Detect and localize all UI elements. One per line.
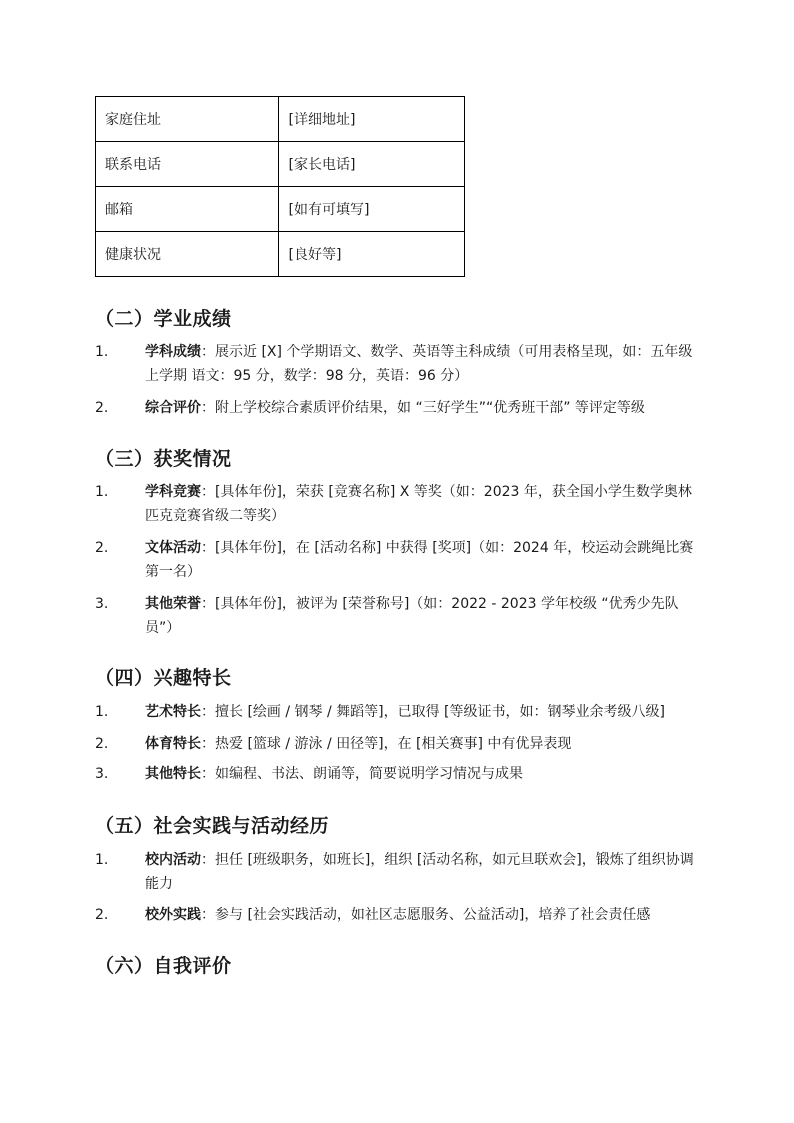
info-table <box>95 96 465 277</box>
table-row <box>96 232 465 277</box>
list-item-number: 2. <box>95 400 109 416</box>
table-cell-label: 联系电话 <box>96 142 279 187</box>
list-item <box>95 592 705 640</box>
list-item <box>95 700 705 724</box>
list-item-number: 1. <box>95 852 109 868</box>
list-item-label: 学科竞赛 <box>145 484 201 500</box>
list-item <box>95 480 705 528</box>
list-item-text: ：擅长 [绘画 / 钢琴 / 舞蹈等]，已取得 [等级证书，如：钢琴业余考级八级] <box>201 704 665 720</box>
list-item-number: 3. <box>95 596 109 612</box>
list-item-number: 3. <box>95 766 109 782</box>
list-item-number: 2. <box>95 736 109 752</box>
table-cell-label: 邮箱 <box>96 187 279 232</box>
list-item-text: ：如编程、书法、朗诵等，简要说明学习情况与成果 <box>201 766 523 782</box>
section-heading: （二）学业成绩 <box>95 308 232 330</box>
table-cell-value: [良好等] <box>279 232 465 277</box>
list-item-label: 艺术特长 <box>145 704 201 720</box>
list-item-label: 校外实践 <box>145 907 201 923</box>
section-heading: （四）兴趣特长 <box>95 667 232 689</box>
list-item <box>95 536 705 584</box>
list-item-label: 综合评价 <box>145 400 201 416</box>
table-cell-label: 家庭住址 <box>96 97 279 142</box>
list-item <box>95 903 705 927</box>
list-item-number: 2. <box>95 907 109 923</box>
list-item-label: 其他荣誉 <box>145 596 201 612</box>
list-item-text: ：[具体年份]，被评为 [荣誉称号]（如：2022 - 2023 学年校级 “优秀少先队员”） <box>145 596 679 636</box>
list-item-text: ：参与 [社会实践活动，如社区志愿服务、公益活动]，培养了社会责任感 <box>201 907 651 923</box>
table-row <box>96 142 465 187</box>
table-cell-value: [详细地址] <box>279 97 465 142</box>
list-item-number: 1. <box>95 344 109 360</box>
section-heading: （五）社会实践与活动经历 <box>95 815 330 837</box>
list-item-text: ：[具体年份]，荣获 [竞赛名称] X 等奖（如：2023 年，获全国小学生数学奥林匹克竞赛省级二等奖） <box>145 484 692 524</box>
list-item-label: 体育特长 <box>145 736 201 752</box>
table-cell-value: [家长电话] <box>279 142 465 187</box>
list-item <box>95 848 705 896</box>
list-item-number: 2. <box>95 540 109 556</box>
list-item-label: 其他特长 <box>145 766 201 782</box>
table-cell-value: [如有可填写] <box>279 187 465 232</box>
table-row <box>96 97 465 142</box>
list-item <box>95 762 705 786</box>
list-item-text: ：展示近 [X] 个学期语文、数学、英语等主科成绩（可用表格呈现，如：五年级上学期 语文：95 分，数学：98 分，英语：96 分） <box>145 344 693 384</box>
list-item-text: ：担任 [班级职务，如班长]，组织 [活动名称，如元旦联欢会]，锻炼了组织协调能力 <box>145 852 694 892</box>
list-item-label: 校内活动 <box>145 852 201 868</box>
list-item <box>95 732 705 756</box>
list-item-label: 学科成绩 <box>145 344 201 360</box>
list-item-text: ：热爱 [篮球 / 游泳 / 田径等]，在 [相关赛事] 中有优异表现 <box>201 736 572 752</box>
list-item-label: 文体活动 <box>145 540 201 556</box>
list-item-text: ：[具体年份]，在 [活动名称] 中获得 [奖项]（如：2024 年，校运动会跳绳比赛第一名） <box>145 540 694 580</box>
list-item <box>95 396 705 420</box>
section-heading: （六）自我评价 <box>95 955 232 977</box>
list-item <box>95 340 705 388</box>
table-cell-label: 健康状况 <box>96 232 279 277</box>
list-item-number: 1. <box>95 704 109 720</box>
list-item-text: ：附上学校综合素质评价结果，如 “三好学生”“优秀班干部” 等评定等级 <box>201 400 645 416</box>
list-item-number: 1. <box>95 484 109 500</box>
table-row <box>96 187 465 232</box>
section-heading: （三）获奖情况 <box>95 448 232 470</box>
